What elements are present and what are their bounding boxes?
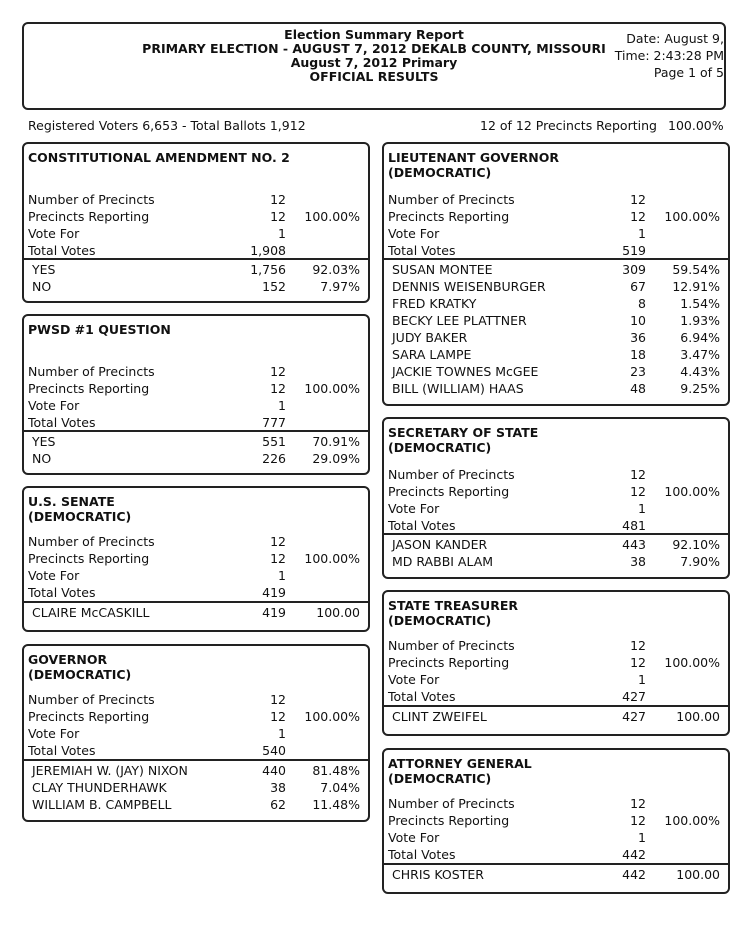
vote-for-row <box>384 671 728 688</box>
contest-title-line: (DEMOCRATIC) <box>388 613 492 628</box>
contest-title <box>384 419 728 455</box>
stat-value: 12 <box>270 209 286 224</box>
stat-value: 12 <box>270 192 286 207</box>
stat-label: Vote For <box>28 568 80 583</box>
stat-label: Number of Precincts <box>28 364 155 379</box>
candidate-percent: 11.48% <box>312 797 360 812</box>
stat-label: Total Votes <box>28 585 96 600</box>
candidate-row <box>24 796 368 813</box>
candidate-percent: 100.00 <box>676 867 720 882</box>
candidate-votes: 309 <box>622 262 646 277</box>
candidate-row <box>384 553 728 570</box>
stat-percent: 100.00% <box>304 709 360 724</box>
candidate-row <box>384 536 728 553</box>
stat-percent: 100.00% <box>304 551 360 566</box>
candidate-votes: 8 <box>638 296 646 311</box>
candidate-percent: 1.93% <box>680 313 720 328</box>
vote-for-row <box>384 225 728 242</box>
stat-label: Precincts Reporting <box>388 484 510 499</box>
stat-value: 442 <box>622 847 646 862</box>
stat-value: 12 <box>270 709 286 724</box>
stat-percent: 100.00% <box>664 655 720 670</box>
contest-stats <box>24 191 368 259</box>
number-of-precincts-row <box>24 363 368 380</box>
stat-label: Precincts Reporting <box>388 813 510 828</box>
stat-value: 540 <box>262 743 286 758</box>
candidate-row <box>24 450 368 467</box>
candidate-list <box>384 705 728 725</box>
candidate-row <box>24 278 368 295</box>
vote-for-row <box>384 829 728 846</box>
precincts-reporting-percent: 100.00% <box>668 118 724 133</box>
candidate-votes: 67 <box>630 279 646 294</box>
precincts-reporting-row <box>384 483 728 500</box>
stat-label: Total Votes <box>388 689 456 704</box>
contest-title <box>24 646 368 682</box>
stat-value: 12 <box>630 484 646 499</box>
stat-value: 12 <box>270 364 286 379</box>
candidate-votes: 1,756 <box>250 262 286 277</box>
contest-title-line: (DEMOCRATIC) <box>388 165 492 180</box>
contest-box <box>382 748 730 894</box>
candidate-name: MD RABBI ALAM <box>392 554 494 569</box>
stat-value: 12 <box>630 467 646 482</box>
report-meta <box>606 30 724 81</box>
contest-title-line: PWSD #1 QUESTION <box>28 322 171 337</box>
candidate-row <box>384 380 728 397</box>
candidate-row <box>24 261 368 278</box>
stat-percent: 100.00% <box>304 381 360 396</box>
candidate-votes: 48 <box>630 381 646 396</box>
candidate-name: CHRIS KOSTER <box>392 867 484 882</box>
report-time: Time: 2:43:28 PM <box>614 48 724 63</box>
stat-percent: 100.00% <box>304 209 360 224</box>
candidate-list <box>24 601 368 621</box>
contest-stats <box>24 533 368 601</box>
stat-label: Vote For <box>28 726 80 741</box>
contest-title-line: CONSTITUTIONAL AMENDMENT NO. 2 <box>28 150 290 165</box>
stat-label: Vote For <box>388 226 440 241</box>
stat-label: Vote For <box>28 226 80 241</box>
contest-title-line: (DEMOCRATIC) <box>388 440 492 455</box>
candidate-percent: 100.00 <box>676 709 720 724</box>
total-votes-row <box>24 242 368 259</box>
stat-value: 12 <box>630 796 646 811</box>
candidate-name: JUDY BAKER <box>392 330 468 345</box>
contest-title-line: (DEMOCRATIC) <box>28 667 132 682</box>
candidate-percent: 29.09% <box>312 451 360 466</box>
candidate-percent: 3.47% <box>680 347 720 362</box>
vote-for-row <box>24 397 368 414</box>
candidate-percent: 100.00 <box>316 605 360 620</box>
candidate-name: JEREMIAH W. (JAY) NIXON <box>32 763 188 778</box>
stat-label: Number of Precincts <box>388 467 515 482</box>
candidate-name: DENNIS WEISENBURGER <box>392 279 546 294</box>
stat-label: Vote For <box>388 501 440 516</box>
candidate-votes: 419 <box>262 605 286 620</box>
stat-value: 1 <box>278 726 286 741</box>
total-votes-row <box>24 584 368 601</box>
vote-for-row <box>24 225 368 242</box>
candidate-list <box>24 258 368 295</box>
candidate-votes: 152 <box>262 279 286 294</box>
number-of-precincts-row <box>384 637 728 654</box>
candidate-row <box>24 604 368 621</box>
candidate-list <box>384 863 728 883</box>
stat-label: Vote For <box>388 830 440 845</box>
candidate-row <box>24 779 368 796</box>
candidate-name: SARA LAMPE <box>392 347 472 362</box>
report-header <box>22 22 726 110</box>
stat-value: 1,908 <box>250 243 286 258</box>
stat-value: 1 <box>638 501 646 516</box>
candidate-votes: 18 <box>630 347 646 362</box>
candidate-list <box>384 533 728 570</box>
contest-title <box>24 144 368 165</box>
candidate-row <box>384 708 728 725</box>
candidate-percent: 7.97% <box>320 279 360 294</box>
stat-value: 419 <box>262 585 286 600</box>
contest-title-line: ATTORNEY GENERAL <box>388 756 532 771</box>
stat-value: 1 <box>278 568 286 583</box>
report-title: Election Summary Report <box>284 27 464 42</box>
total-votes-row <box>24 414 368 431</box>
candidate-name: YES <box>32 262 56 277</box>
candidate-name: JASON KANDER <box>392 537 488 552</box>
stat-label: Precincts Reporting <box>28 551 150 566</box>
stat-value: 1 <box>638 830 646 845</box>
candidate-row <box>384 295 728 312</box>
stat-value: 12 <box>270 381 286 396</box>
candidate-votes: 442 <box>622 867 646 882</box>
precincts-reporting-row <box>24 708 368 725</box>
candidate-percent: 6.94% <box>680 330 720 345</box>
registered-voters: Registered Voters 6,653 - Total Ballots 1,912 <box>28 118 306 133</box>
candidate-name: SUSAN MONTEE <box>392 262 493 277</box>
candidate-row <box>384 261 728 278</box>
stat-label: Precincts Reporting <box>28 381 150 396</box>
number-of-precincts-row <box>384 466 728 483</box>
candidate-votes: 23 <box>630 364 646 379</box>
stat-label: Precincts Reporting <box>28 709 150 724</box>
candidate-name: CLAIRE McCASKILL <box>32 605 150 620</box>
candidate-votes: 443 <box>622 537 646 552</box>
candidate-row <box>24 762 368 779</box>
contest-title <box>24 316 368 337</box>
candidate-percent: 92.03% <box>312 262 360 277</box>
stat-label: Number of Precincts <box>388 638 515 653</box>
precincts-reporting-row <box>24 550 368 567</box>
candidate-percent: 59.54% <box>672 262 720 277</box>
candidate-votes: 36 <box>630 330 646 345</box>
contest-title-line: (DEMOCRATIC) <box>388 771 492 786</box>
candidate-row <box>384 346 728 363</box>
contest-box <box>22 142 370 303</box>
contest-title-line: LIEUTENANT GOVERNOR <box>388 150 559 165</box>
contest-box <box>22 314 370 475</box>
contest-stats <box>384 466 728 534</box>
candidate-row <box>384 363 728 380</box>
contest-title-line: U.S. SENATE <box>28 494 115 509</box>
candidate-row <box>384 278 728 295</box>
candidate-row <box>24 433 368 450</box>
stat-value: 12 <box>630 192 646 207</box>
candidate-percent: 7.04% <box>320 780 360 795</box>
contest-stats <box>384 637 728 705</box>
report-date: Date: August 9, <box>626 31 724 46</box>
stat-label: Total Votes <box>28 743 96 758</box>
candidate-row <box>384 329 728 346</box>
stat-percent: 100.00% <box>664 484 720 499</box>
contest-title <box>384 592 728 628</box>
contest-stats <box>384 795 728 863</box>
stat-value: 12 <box>630 813 646 828</box>
candidate-votes: 38 <box>270 780 286 795</box>
precincts-reporting-row <box>24 208 368 225</box>
election-subtitle: August 7, 2012 Primary <box>290 55 458 70</box>
stat-value: 12 <box>270 534 286 549</box>
total-votes-row <box>384 517 728 534</box>
results-status: OFFICIAL RESULTS <box>309 69 439 84</box>
precincts-reporting-row <box>384 654 728 671</box>
election-name: PRIMARY ELECTION - AUGUST 7, 2012 DEKALB COUNTY, MISSOURI <box>142 41 606 56</box>
candidate-percent: 4.43% <box>680 364 720 379</box>
candidate-votes: 427 <box>622 709 646 724</box>
candidate-name: NO <box>32 451 52 466</box>
number-of-precincts-row <box>24 533 368 550</box>
candidate-percent: 92.10% <box>672 537 720 552</box>
candidate-list <box>24 430 368 467</box>
candidate-votes: 226 <box>262 451 286 466</box>
stat-label: Total Votes <box>388 847 456 862</box>
stat-label: Vote For <box>28 398 80 413</box>
stat-value: 12 <box>630 638 646 653</box>
stat-value: 777 <box>262 415 286 430</box>
stat-value: 12 <box>630 209 646 224</box>
candidate-name: BILL (WILLIAM) HAAS <box>392 381 524 396</box>
contest-box <box>382 142 730 406</box>
stat-label: Precincts Reporting <box>388 655 510 670</box>
candidate-percent: 7.90% <box>680 554 720 569</box>
stat-value: 1 <box>278 226 286 241</box>
contest-stats <box>24 691 368 759</box>
stat-label: Number of Precincts <box>28 534 155 549</box>
total-votes-row <box>384 688 728 705</box>
precincts-reporting-row <box>24 380 368 397</box>
stat-label: Total Votes <box>28 243 96 258</box>
candidate-name: CLINT ZWEIFEL <box>392 709 487 724</box>
candidate-row <box>384 866 728 883</box>
stat-label: Total Votes <box>388 243 456 258</box>
vote-for-row <box>384 500 728 517</box>
stat-value: 1 <box>638 226 646 241</box>
candidate-name: WILLIAM B. CAMPBELL <box>32 797 172 812</box>
stat-value: 427 <box>622 689 646 704</box>
number-of-precincts-row <box>384 795 728 812</box>
candidate-name: JACKIE TOWNES McGEE <box>392 364 539 379</box>
candidate-votes: 551 <box>262 434 286 449</box>
contest-title <box>384 750 728 786</box>
stat-label: Total Votes <box>388 518 456 533</box>
stat-label: Number of Precincts <box>28 192 155 207</box>
contest-title-line: SECRETARY OF STATE <box>388 425 539 440</box>
contest-title-line: STATE TREASURER <box>388 598 518 613</box>
candidate-percent: 70.91% <box>312 434 360 449</box>
candidate-percent: 9.25% <box>680 381 720 396</box>
total-votes-row <box>384 242 728 259</box>
candidate-row <box>384 312 728 329</box>
stat-percent: 100.00% <box>664 209 720 224</box>
stat-label: Number of Precincts <box>28 692 155 707</box>
stat-value: 1 <box>638 672 646 687</box>
number-of-precincts-row <box>24 691 368 708</box>
stat-label: Precincts Reporting <box>388 209 510 224</box>
contest-title <box>384 144 728 180</box>
candidate-votes: 10 <box>630 313 646 328</box>
vote-for-row <box>24 725 368 742</box>
precincts-reporting-row <box>384 208 728 225</box>
stat-value: 519 <box>622 243 646 258</box>
page-number: Page 1 of 5 <box>653 65 724 80</box>
stat-label: Total Votes <box>28 415 96 430</box>
precincts-reporting-summary: 12 of 12 Precincts Reporting <box>480 118 657 133</box>
contest-box <box>382 417 730 579</box>
candidate-votes: 38 <box>630 554 646 569</box>
candidate-percent: 12.91% <box>672 279 720 294</box>
contest-title-line: (DEMOCRATIC) <box>28 509 132 524</box>
number-of-precincts-row <box>384 191 728 208</box>
stat-label: Vote For <box>388 672 440 687</box>
candidate-percent: 1.54% <box>680 296 720 311</box>
contest-box <box>22 486 370 632</box>
stat-value: 12 <box>270 551 286 566</box>
candidate-votes: 62 <box>270 797 286 812</box>
candidate-name: BECKY LEE PLATTNER <box>392 313 527 328</box>
stat-percent: 100.00% <box>664 813 720 828</box>
candidate-votes: 440 <box>262 763 286 778</box>
contest-box <box>382 590 730 736</box>
stat-label: Number of Precincts <box>388 796 515 811</box>
vote-for-row <box>24 567 368 584</box>
candidate-list <box>384 258 728 397</box>
contest-box <box>22 644 370 822</box>
contest-title <box>24 488 368 524</box>
stat-value: 12 <box>630 655 646 670</box>
stat-label: Precincts Reporting <box>28 209 150 224</box>
precincts-reporting-row <box>384 812 728 829</box>
contest-stats <box>384 191 728 259</box>
candidate-name: FRED KRATKY <box>392 296 477 311</box>
contest-stats <box>24 363 368 431</box>
stat-label: Number of Precincts <box>388 192 515 207</box>
total-votes-row <box>384 846 728 863</box>
candidate-name: NO <box>32 279 52 294</box>
number-of-precincts-row <box>24 191 368 208</box>
candidate-name: YES <box>32 434 56 449</box>
stat-value: 481 <box>622 518 646 533</box>
candidate-list <box>24 759 368 813</box>
stat-value: 1 <box>278 398 286 413</box>
stat-value: 12 <box>270 692 286 707</box>
total-votes-row <box>24 742 368 759</box>
candidate-name: CLAY THUNDERHAWK <box>32 780 167 795</box>
candidate-percent: 81.48% <box>312 763 360 778</box>
contest-title-line: GOVERNOR <box>28 652 108 667</box>
